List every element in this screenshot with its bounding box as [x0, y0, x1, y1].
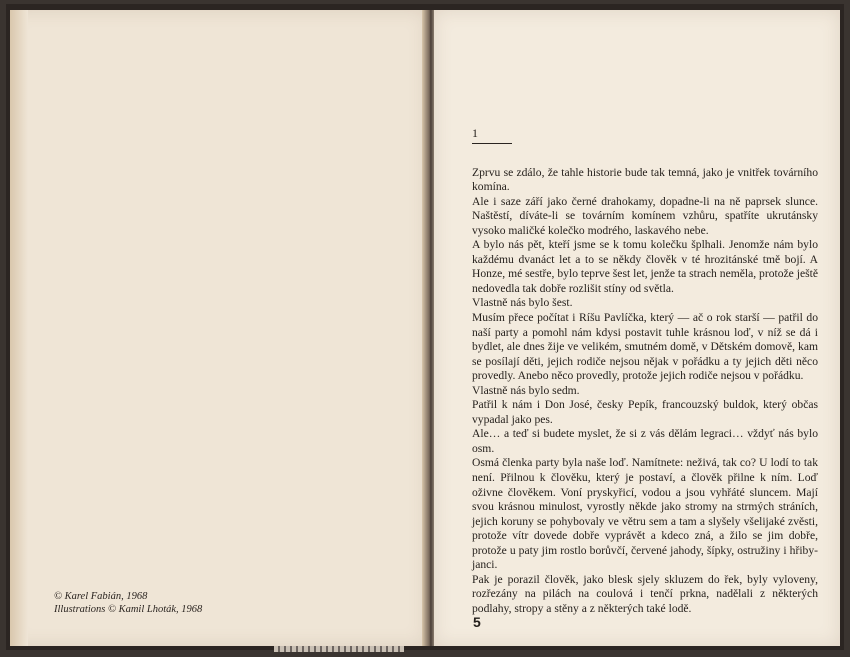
book-spread — [6, 4, 844, 650]
paragraph: Musím přece počítat i Ríšu Pavlíčka, který — ač o rok starší — patřil do naší party a pomohl nám kdysi postavit tuhle krásnou loď, v níž se dá i bydlet, ale dnes žije ve velikém, smutném domě, v Dětském domově, kam se posílají děti, jejich rodiče nejsou nějak v pořádku a ty jejich děti něco provedly. Anebo něco provedly, protože jejich rodiče nejsou v pořádku. — [472, 311, 818, 383]
binding-strip — [274, 646, 404, 652]
left-page — [10, 10, 426, 646]
paragraph: Osmá členka party byla naše loď. Namítnete: neživá, tak co? U lodí to tak není. Přilnou k člověku, který je postaví, a člověk přilne k ním. Loď oživne člověkem. Voní pryskyřicí, vodou a jsou vyhřáté sluncem. Mají svou krásnou minulost, vyrostly někde jako stromy na strmých stráních, jejich koruny se pohybovaly ve větru sem a tam a slyšely všelijaké zvěsti, protože vítr dovede dobře vyprávět a kdeco zná, a žilo se jim dobře, protože u paty jim rostlo borůvčí, červené jahody, šípky, ostružiny i hřiby-janci. — [472, 456, 818, 572]
right-page — [434, 10, 840, 646]
paragraph: A bylo nás pět, kteří jsme se k tomu kolečku šplhali. Jenomže nám bylo každému dvanáct let a to se někdy člověk v té hrozitánské tmě bojí. A Honze, mé sestře, bylo teprve šest let, jenže ta strach neměla, protože ještě nedovedla tak dobře rozlišit stíny od světla. — [472, 238, 818, 295]
chapter-text — [472, 126, 818, 617]
paragraph: Vlastně nás bylo šest. — [472, 296, 573, 310]
page-edge — [10, 10, 28, 646]
chapter-number: 1 — [472, 126, 512, 144]
paragraph: Ale… a teď si budete myslet, že si z vás dělám legraci… vždyť nás bylo osm. — [472, 427, 818, 455]
paragraph: Vlastně nás bylo sedm. — [472, 383, 580, 397]
copyright-author: © Karel Fabián, 1968 — [54, 591, 148, 602]
paragraph: Pak je porazil člověk, jako blesk sjely skluzem do řek, byly vyloveny, rozřezány na pilách na coulová i tenčí prkna, nadělali z některých podlahy, stropy a stěny a z některých také lodě. — [472, 572, 818, 615]
page-number: 5 — [473, 614, 481, 630]
copyright-notice — [54, 590, 202, 616]
paragraph: Ale i saze září jako černé drahokamy, dopadne-li na ně paprsek slunce. Naštěstí, díváte-li se továrním komínem vzhůru, spatříte ukrutánsky vysoko maličké kolečko modrého, laskavého nebe. — [472, 194, 818, 237]
paragraph: Zprvu se zdálo, že tahle historie bude tak temná, jako je vnitřek továrního komína. — [472, 165, 818, 194]
paragraph: Patřil k nám i Don José, česky Pepík, francouzský buldok, který občas vypadal jako pes. — [472, 398, 818, 426]
copyright-illustrations: Illustrations © Kamil Lhoták, 1968 — [54, 604, 203, 615]
